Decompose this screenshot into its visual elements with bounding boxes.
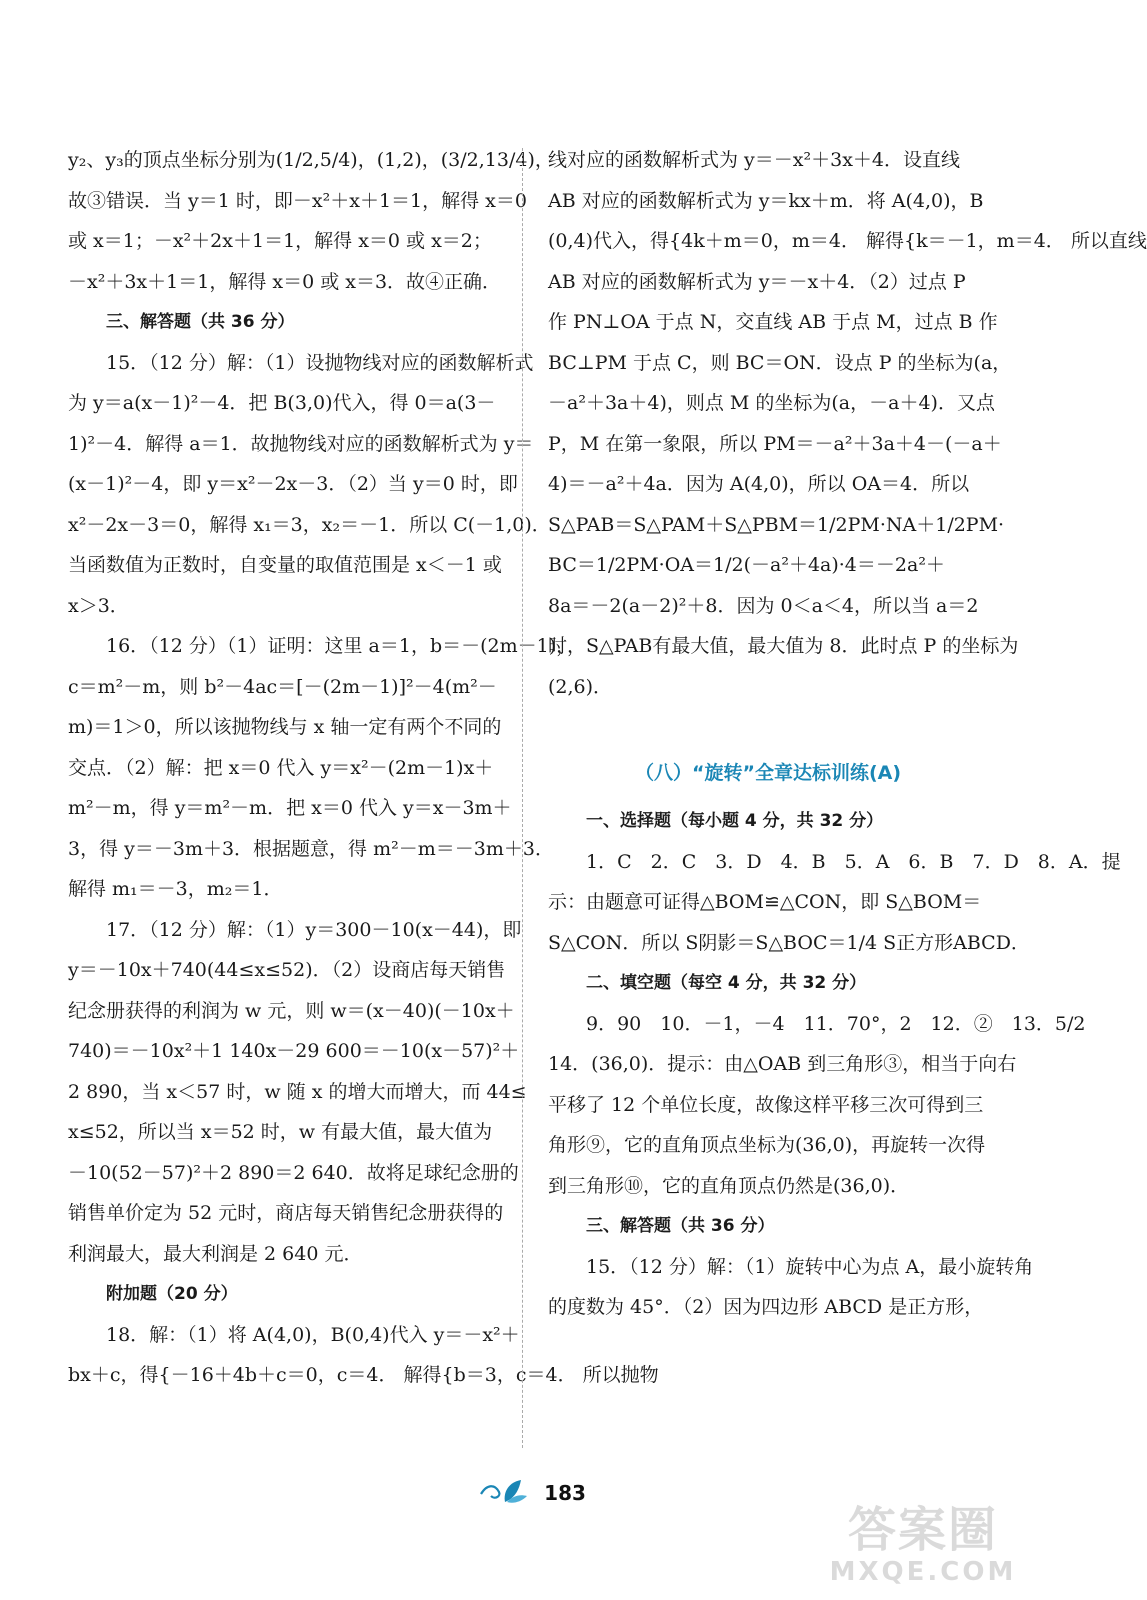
text-line: bx＋c，得{－16＋4b＋c＝0，c＝4． 解得{b＝3，c＝4． 所以抛物 [68, 1364, 659, 1386]
text-line: 15．（12 分）解：（1）设抛物线对应的函数解析式 [106, 351, 534, 374]
text-line: m)＝1＞0，所以该抛物线与 x 轴一定有两个不同的 [68, 716, 502, 738]
text-line: 为 y＝a(x－1)²－4．把 B(3,0)代入，得 0＝a(3－ [68, 392, 496, 414]
watermark-logo [823, 1502, 1023, 1592]
text-line: AB 对应的函数解析式为 y＝kx＋m．将 A(4,0)，B [548, 189, 984, 212]
text-line: 解得 m₁＝－3，m₂＝1． [68, 878, 283, 900]
text-line: 交点．（2）解：把 x＝0 代入 y＝x²－(2m－1)x＋ [68, 756, 494, 779]
watermark-url: MXQE.COM [829, 1557, 1017, 1587]
text-line: c＝m²－m，则 b²－4ac＝[－(2m－1)]²－4(m²－ [68, 675, 497, 698]
text-line: 故③错误．当 y＝1 时，即－x²＋x＋1＝1，解得 x＝0 [68, 189, 527, 212]
text-line: x≤52，所以当 x＝52 时，w 有最大值，最大值为 [68, 1121, 493, 1143]
column-divider [522, 148, 523, 1448]
text-line: 9．90 10．－1，－4 11．70°，2 12．② 13．5/2 [586, 1012, 1086, 1035]
text-line: 当函数值为正数时，自变量的取值范围是 x＜－1 或 [68, 554, 502, 576]
leaf-ornament-icon [477, 1476, 529, 1510]
text-line: 16．（12 分）（1）证明：这里 a＝1，b＝－(2m－1)， [106, 635, 576, 657]
text-line: 2 890，当 x＜57 时，w 随 x 的增大而增大，而 44≤ [68, 1080, 527, 1103]
text-line: 作 PN⊥OA 于点 N，交直线 AB 于点 M，过点 B 作 [548, 311, 998, 333]
text-line: 示：由题意可证得△BOM≌△CON，即 S△BOM＝ [548, 891, 982, 913]
text-line: 到三角形⑩，它的直角顶点仍然是(36,0)． [548, 1174, 910, 1197]
text-line: 时，S△PAB有最大值，最大值为 8．此时点 P 的坐标为 [548, 635, 1019, 657]
text-line: AB 对应的函数解析式为 y＝－x＋4．（2）过点 P [548, 270, 966, 293]
text-line: m²－m，得 y＝m²－m．把 x＝0 代入 y＝x－3m＋ [68, 797, 512, 819]
text-line: 的度数为 45°．（2）因为四边形 ABCD 是正方形， [548, 1296, 984, 1318]
text-line: 1)²－4．解得 a＝1．故抛物线对应的函数解析式为 y＝ [68, 432, 534, 455]
text-line: 销售单价定为 52 元时，商店每天销售纪念册获得的 [68, 1202, 504, 1224]
text-line: 15．（12 分）解：（1）旋转中心为点 A，最小旋转角 [586, 1255, 1034, 1278]
text-line: P，M 在第一象限，所以 PM＝－a²＋3a＋4－(－a＋ [548, 432, 1002, 455]
text-line: y＝－10x＋740(44≤x≤52)．（2）设商店每天销售 [68, 959, 506, 981]
text-line: 利润最大，最大利润是 2 640 元． [68, 1242, 363, 1265]
section-heading: 二、填空题（每空 4 分，共 32 分） [586, 973, 867, 993]
section-heading: 附加题（20 分） [106, 1284, 238, 1304]
text-line: 角形⑨，它的直角顶点坐标为(36,0)，再旋转一次得 [548, 1134, 986, 1156]
chapter-title: （八）“旋转”全章达标训练(A) [634, 762, 902, 784]
text-line: BC⊥PM 于点 C，则 BC＝ON．设点 P 的坐标为(a， [548, 351, 1012, 374]
text-line: 3，得 y＝－3m＋3．根据题意，得 m²－m＝－3m＋3． [68, 837, 554, 860]
text-line: x²－2x－3＝0，解得 x₁＝3，x₂＝－1．所以 C(－1,0)． [68, 513, 551, 536]
right-column [548, 140, 1147, 1328]
section-heading: 三、解答题（共 36 分） [106, 312, 295, 332]
text-line: 18．解：（1）将 A(4,0)，B(0,4)代入 y＝－x²＋ [106, 1323, 520, 1346]
text-line: 1．C 2．C 3．D 4．B 5．A 6．B 7．D 8．A．提 [586, 850, 1121, 873]
text-line: 8a＝－2(a－2)²＋8．因为 0＜a＜4，所以当 a＝2 [548, 594, 979, 617]
text-line: 线对应的函数解析式为 y＝－x²＋3x＋4．设直线 [548, 149, 960, 171]
text-line: 740)＝－10x²＋1 140x－29 600＝－10(x－57)²＋ [68, 1040, 520, 1062]
text-line: x＞3． [68, 594, 129, 617]
section-heading: 三、解答题（共 36 分） [586, 1216, 775, 1236]
text-line: －x²＋3x＋1＝1，解得 x＝0 或 x＝3．故④正确． [68, 270, 502, 293]
text-line: －a²＋3a＋4)，则点 M 的坐标为(a，－a＋4)．又点 [548, 392, 995, 414]
text-line: S△CON．所以 S阴影＝S△BOC＝1/4 S正方形ABCD． [548, 931, 1030, 954]
text-line: y₂、y₃的顶点坐标分别为(1/2,5/4)，(1,2)，(3/2,13/4)， [68, 149, 554, 171]
text-line: (2,6)． [548, 675, 613, 698]
text-line: (0,4)代入，得{4k＋m＝0，m＝4． 解得{k＝－1，m＝4． 所以直线 [548, 230, 1147, 252]
left-column [68, 140, 659, 1396]
text-line: 4)＝－a²＋4a．因为 A(4,0)，所以 OA＝4．所以 [548, 473, 970, 495]
watermark-text: 答案圈 [847, 1502, 998, 1558]
text-line: BC＝1/2PM·OA＝1/2(－a²＋4a)·4＝－2a²＋ [548, 554, 945, 576]
text-line: －10(52－57)²＋2 890＝2 640．故将足球纪念册的 [68, 1161, 519, 1184]
section-heading: 一、选择题（每小题 4 分，共 32 分） [586, 811, 884, 831]
text-line: (x－1)²－4，即 y＝x²－2x－3．（2）当 y＝0 时，即 [68, 473, 518, 495]
text-line: 纪念册获得的利润为 w 元，则 w＝(x－40)(－10x＋ [68, 999, 515, 1022]
text-line: 平移了 12 个单位长度，故像这样平移三次可得到三 [548, 1093, 984, 1116]
text-line: 或 x＝1；－x²＋2x＋1＝1，解得 x＝0 或 x＝2； [68, 230, 492, 252]
text-line: 17．（12 分）解：（1）y＝300－10(x－44)，即 [106, 918, 522, 941]
text-line: 14．(36,0)．提示：由△OAB 到三角形③，相当于向右 [548, 1053, 1017, 1075]
page-number: 183 [544, 1481, 586, 1505]
text-line: S△PAB＝S△PAM＋S△PBM＝1/2PM·NA＋1/2PM· [548, 513, 1005, 536]
